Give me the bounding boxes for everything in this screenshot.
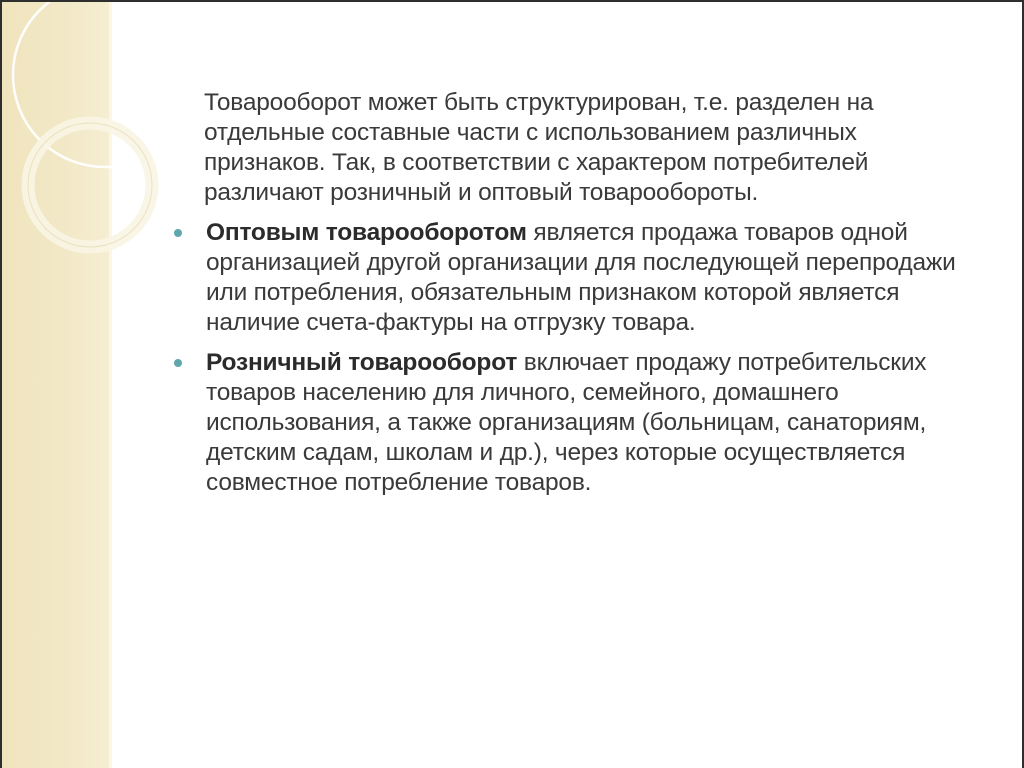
- bullet-dot-icon: [174, 229, 182, 237]
- bullet-item-retail: [168, 348, 986, 498]
- bullet-dot-icon: [174, 359, 182, 367]
- bullet-text: является продажа товаров одной организацией другой организации для последующей перепродажи или потребления, обязательным признаком которой является наличие счета-фактуры на отгрузку товара.: [206, 219, 956, 336]
- bullet-item-wholesale: [168, 218, 986, 338]
- bullet-text: включает продажу потребительских товаров населению для личного, семейного, домашнего использования, а также организациям (больницам, санаториям, детским садам, школам и др.), через которые осуществляется совместное потребление товаров.: [206, 349, 927, 496]
- bullet-term: Розничный товарооборот: [206, 349, 518, 376]
- intro-paragraph: Товарооборот может быть структурирован, т.е. разделен на отдельные составные части с использованием различных признаков. Так, в соответствии с характером потребителей различают розничный и оптовый товарообороты.: [204, 89, 874, 206]
- small-ring-shape: [28, 123, 152, 247]
- bullet-term: Оптовым товарооборотом: [206, 219, 527, 246]
- slide-content: [168, 88, 988, 508]
